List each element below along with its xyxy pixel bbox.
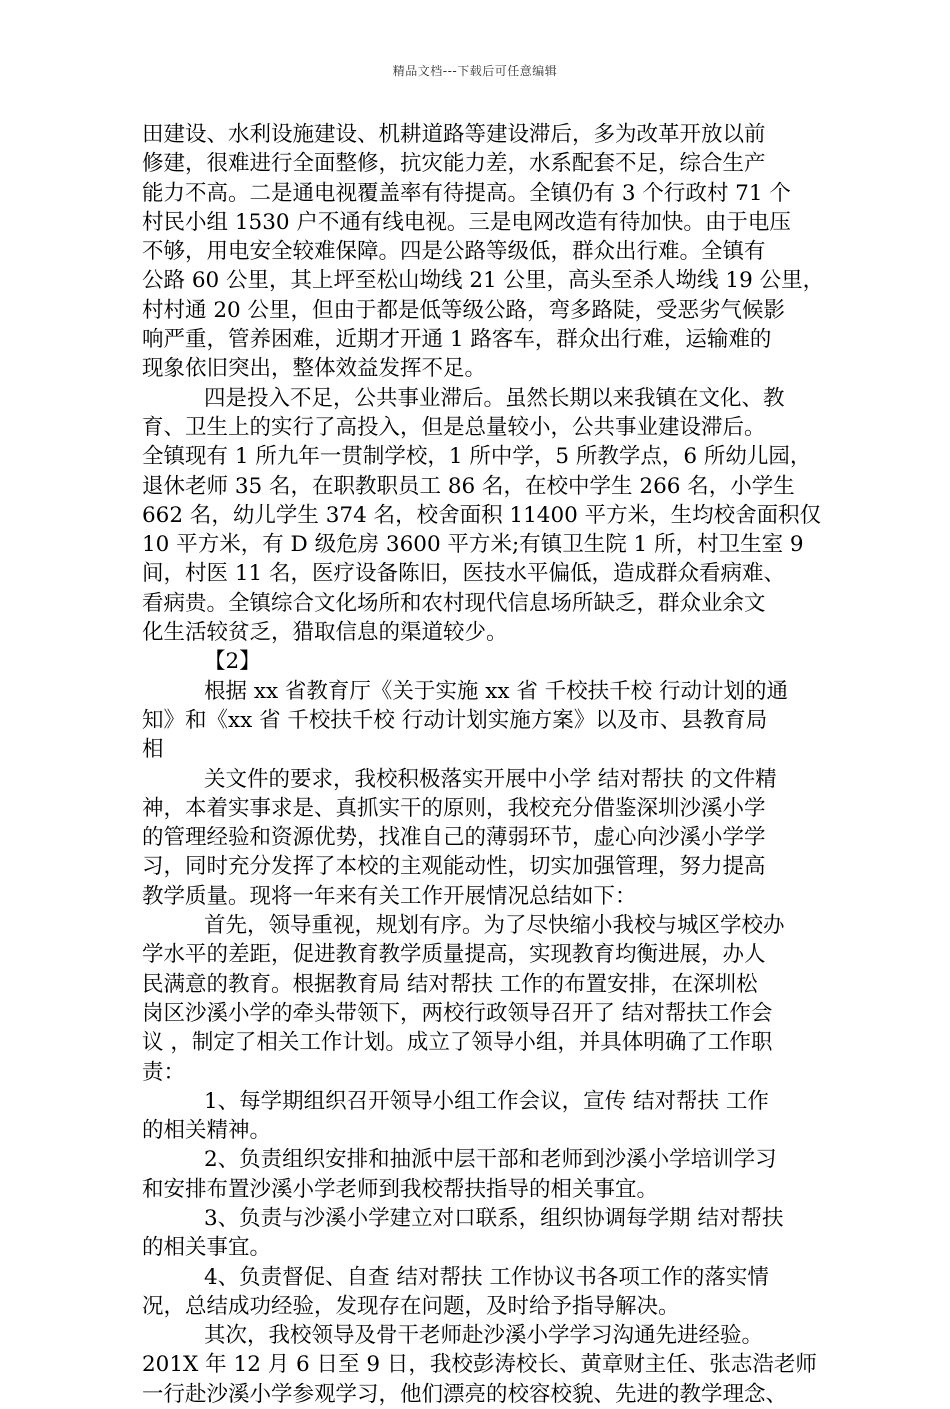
- text-line: 村村通 20 公里，但由于都是低等级公路，弯多路陡，受恶劣气候影: [142, 297, 786, 323]
- text-line: 退休老师 35 名，在职教职员工 86 名，在校中学生 266 名，小学生: [142, 473, 795, 499]
- text-line: 民满意的教育。根据教育局 结对帮扶 工作的布置安排，在深圳松: [142, 971, 758, 997]
- text-line: 学水平的差距，促进教育教学质量提高，实现教育均衡进展，办人: [142, 942, 766, 968]
- text-line: 全镇现有 1 所九年一贯制学校，1 所中学，5 所教学点，6 所幼儿园，: [142, 444, 812, 470]
- text-line: 662 名，幼儿学生 374 名，校舍面积 11400 平方米，生均校舍面积仅: [142, 502, 822, 528]
- text-line: 习，同时充分发挥了本校的主观能动性，切实加强管理，努力提高: [142, 854, 766, 880]
- text-line: 村民小组 1530 户不通有线电视。三是电网改造有待加快。由于电压: [142, 209, 791, 235]
- text-line: 议 ，制定了相关工作计划。成立了领导小组，并具体明确了工作职: [142, 1030, 773, 1056]
- text-line: 一行赴沙溪小学参观学习，他们漂亮的校容校貌、先进的教学理念、: [142, 1381, 788, 1407]
- list-item: 2、负责组织安排和抽派中层干部和老师到沙溪小学培训学习: [204, 1147, 777, 1173]
- text-line: 根据 xx 省教育厅《关于实施 xx 省 千校扶千校 行动计划的通: [204, 678, 789, 704]
- text-line: 能力不高。二是通电视覆盖率有待提高。全镇仍有 3 个行政村 71 个: [142, 180, 791, 206]
- text-line: 况，总结成功经验，发现存在问题，及时给予指导解决。: [142, 1293, 680, 1319]
- text-line: 的相关事宜。: [142, 1235, 272, 1261]
- text-line: 相: [142, 737, 164, 763]
- text-line: 看病贵。全镇综合文化场所和农村现代信息场所缺乏，群众业余文: [142, 590, 766, 616]
- text-line: 间，村医 11 名，医疗设备陈旧，医技水平偏低，造成群众看病难、: [142, 561, 786, 587]
- list-item: 1、每学期组织召开领导小组工作会议，宣传 结对帮扶 工作: [204, 1088, 769, 1114]
- text-line: 关文件的要求，我校积极落实开展中小学 结对帮扶 的文件精: [204, 766, 777, 792]
- text-line: 现象依旧突出，整体效益发挥不足。: [142, 356, 487, 382]
- page-header: 精品文档---下载后可任意编辑: [392, 64, 558, 78]
- text-line: 岗区沙溪小学的牵头带领下，两校行政领导召开了 结对帮扶工作会: [142, 1000, 773, 1026]
- text-line: 10 平方米，有 D 级危房 3600 平方米;有镇卫生院 1 所，村卫生室 9: [142, 532, 804, 558]
- list-item: 3、负责与沙溪小学建立对口联系，组织协调每学期 结对帮扶: [204, 1205, 784, 1231]
- text-line: 的相关精神。: [142, 1118, 272, 1144]
- list-item: 4、负责督促、自查 结对帮扶 工作协议书各项工作的落实情: [204, 1264, 769, 1290]
- text-line: 田建设、水利设施建设、机耕道路等建设滞后，多为改革开放以前: [142, 122, 766, 147]
- text-line: 和安排布置沙溪小学老师到我校帮扶指导的相关事宜。: [142, 1176, 659, 1202]
- text-line: 修建，很难进行全面整修，抗灾能力差，水系配套不足，综合生产: [142, 151, 766, 177]
- text-line: 首先，领导重视，规划有序。为了尽快缩小我校与城区学校办: [204, 913, 785, 939]
- text-line: 四是投入不足，公共事业滞后。虽然长期以来我镇在文化、教: [204, 385, 785, 411]
- text-line: 责：: [142, 1059, 186, 1085]
- text-line: 的管理经验和资源优势，找准自己的薄弱环节，虚心向沙溪小学学: [142, 825, 766, 851]
- text-line: 其次，我校领导及骨干老师赴沙溪小学学习沟通先进经验。: [204, 1323, 764, 1349]
- body-text: [142, 120, 825, 1409]
- text-line: 知》和《xx 省 千校扶千校 行动计划实施方案》以及市、县教育局: [142, 707, 768, 733]
- section-marker: 【2】: [204, 649, 261, 675]
- text-line: 神，本着实事求是、真抓实干的原则，我校充分借鉴深圳沙溪小学: [142, 795, 766, 821]
- text-line: 化生活较贫乏，猎取信息的渠道较少。: [142, 620, 508, 646]
- text-line: 不够，用电安全较难保障。四是公路等级低，群众出行难。全镇有: [142, 239, 766, 265]
- text-line: 响严重，管养困难，近期才开通 1 路客车，群众出行难，运输难的: [142, 327, 772, 353]
- text-line: 育、卫生上的实行了高投入，但是总量较小，公共事业建设滞后。: [142, 414, 766, 440]
- text-line: 201X 年 12 月 6 日至 9 日，我校彭涛校长、黄章财主任、张志浩老师: [142, 1352, 817, 1378]
- text-line: 教学质量。现将一年来有关工作开展情况总结如下：: [142, 883, 637, 909]
- text-line: 公路 60 公里，其上坪至松山坳线 21 公里，高头至杀人坳线 19 公里，: [142, 268, 825, 294]
